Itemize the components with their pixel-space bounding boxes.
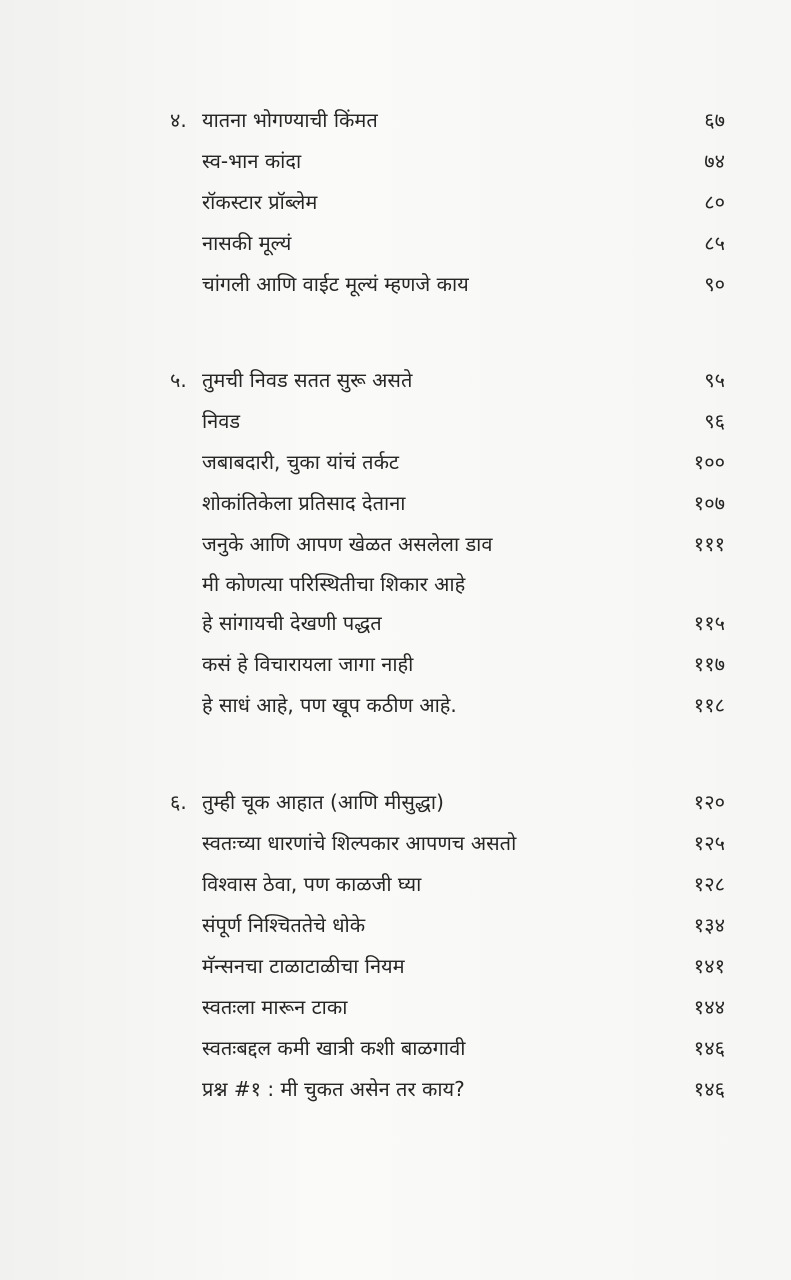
page-number: ११७ (693, 652, 725, 676)
page-number: ११८ (693, 693, 725, 717)
section-title: स्वतःच्या धारणांचे शिल्पकार आपणच असतो (202, 831, 517, 855)
page-number: १०० (693, 450, 725, 474)
page-number: १४६ (693, 1036, 725, 1060)
section-title: विश्वास ठेवा, पण काळजी घ्या (202, 872, 422, 896)
section-title: हे सांगायची देखणी पद्धत (202, 611, 382, 635)
section-row (170, 442, 725, 483)
page-number: ९५ (704, 368, 725, 392)
section-title: जनुके आणि आपण खेळत असलेला डाव (202, 532, 493, 556)
chapter-5 (170, 360, 725, 726)
section-title: जबाबदारी, चुका यांचं तर्कट (202, 450, 400, 474)
section-row (170, 823, 725, 864)
section-title: प्रश्न #१ : मी चुकत असेन तर काय? (202, 1077, 465, 1101)
section-row (170, 946, 725, 987)
section-title: स्वतःला मारून टाका (202, 995, 348, 1019)
page-number: ६७ (704, 108, 725, 132)
section-row (170, 264, 725, 305)
section-title: निवड (202, 409, 241, 433)
section-title: नासकी मूल्यं (202, 231, 292, 255)
section-row (170, 565, 725, 603)
page-number: ११५ (693, 611, 725, 635)
section-row (170, 401, 725, 442)
page-number: ९० (704, 272, 725, 296)
section-title: स्व-भान कांदा (202, 149, 302, 173)
section-title: हे साधं आहे, पण खूप कठीण आहे. (202, 693, 457, 717)
chapter-number: ६. (170, 790, 187, 814)
page-number: १३४ (693, 913, 725, 937)
section-title: रॉकस्टार प्रॉब्लेम (202, 190, 318, 214)
page-number: ८० (704, 190, 725, 214)
page-number: ९६ (704, 409, 725, 433)
section-row (170, 905, 725, 946)
chapter-number: ४. (170, 108, 187, 132)
section-title: मॅन्सनचा टाळाटाळीचा नियम (202, 954, 405, 978)
section-row (170, 603, 725, 644)
section-row (170, 644, 725, 685)
page-number: ८५ (704, 231, 725, 255)
section-title: मी कोणत्या परिस्थितीचा शिकार आहे (202, 572, 466, 596)
chapter-heading (170, 100, 725, 141)
section-title: स्वतःबद्दल कमी खात्री कशी बाळगावी (202, 1036, 466, 1060)
page-number: १२० (693, 790, 725, 814)
section-title: संपूर्ण निश्चिततेचे धोके (202, 913, 366, 937)
section-row (170, 1028, 725, 1069)
section-row (170, 524, 725, 565)
chapter-6 (170, 782, 725, 1110)
page-number: १४१ (693, 954, 725, 978)
section-row (170, 987, 725, 1028)
chapter-title: तुमची निवड सतत सुरू असते (202, 368, 413, 392)
section-title: शोकांतिकेला प्रतिसाद देताना (202, 491, 406, 515)
chapter-4 (170, 100, 725, 305)
section-row (170, 182, 725, 223)
chapter-heading (170, 782, 725, 823)
section-row (170, 685, 725, 726)
page-number: १०७ (693, 491, 725, 515)
section-title: चांगली आणि वाईट मूल्यं म्हणजे काय (202, 272, 469, 296)
section-row (170, 1069, 725, 1110)
chapter-heading (170, 360, 725, 401)
section-row (170, 141, 725, 182)
page-number: १४६ (693, 1077, 725, 1101)
page-number: १११ (693, 532, 725, 556)
chapter-title: यातना भोगण्याची किंमत (202, 108, 378, 132)
page-number: ७४ (704, 149, 725, 173)
page-number: १४४ (693, 995, 725, 1019)
section-row (170, 864, 725, 905)
section-row (170, 223, 725, 264)
chapter-number: ५. (170, 368, 187, 392)
section-row (170, 483, 725, 524)
page-number: १२५ (693, 831, 725, 855)
chapter-title: तुम्ही चूक आहात (आणि मीसुद्धा) (202, 790, 444, 814)
section-title: कसं हे विचारायला जागा नाही (202, 652, 414, 676)
page-number: १२८ (693, 872, 725, 896)
